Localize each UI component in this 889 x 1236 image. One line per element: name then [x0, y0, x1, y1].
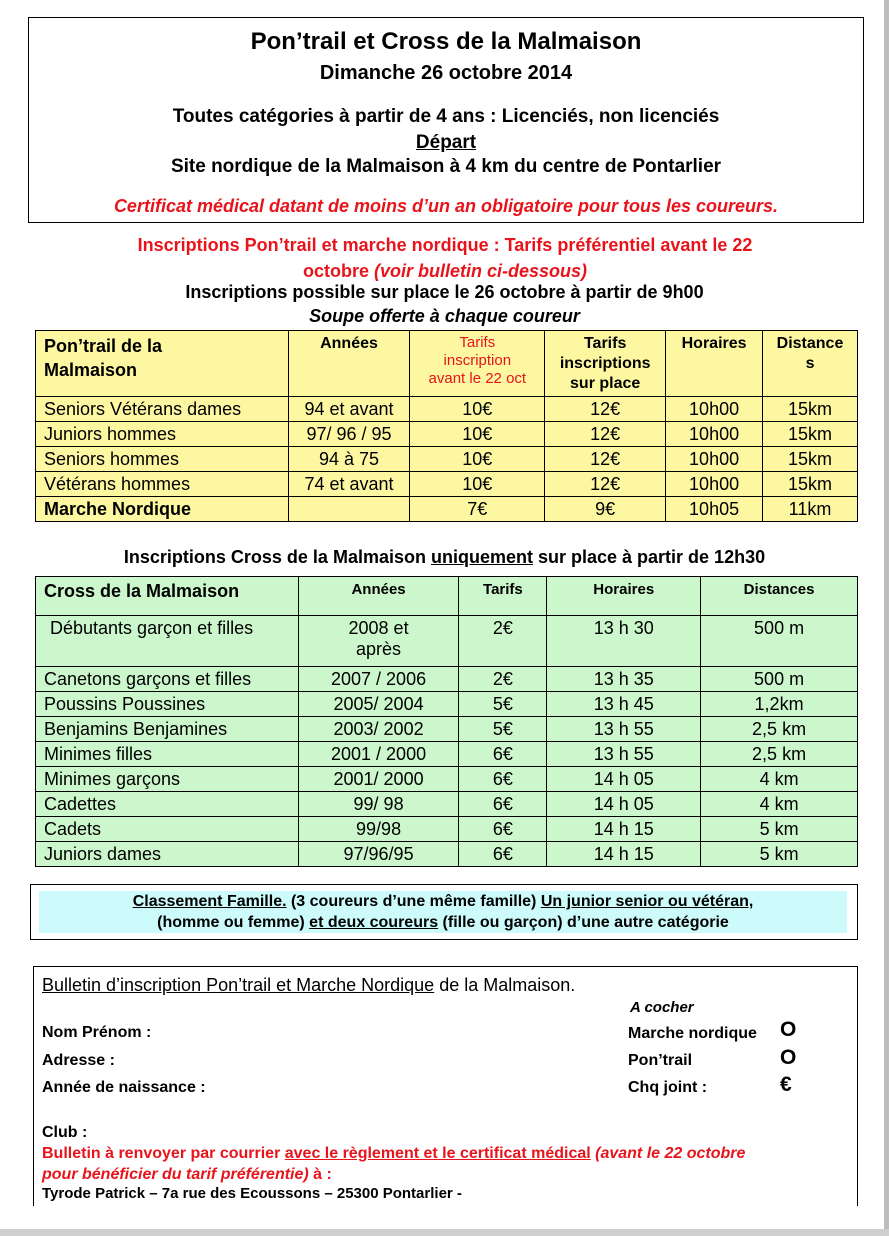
row-annees: 2001 / 2000 — [298, 742, 459, 767]
row-horaire: 13 h 55 — [547, 717, 701, 742]
row-category: Poussins Poussines — [36, 692, 299, 717]
voir-bulletin-note: (voir bulletin ci-dessous) — [373, 261, 588, 281]
table-row — [36, 616, 858, 667]
row-annees: 94 à 75 — [288, 447, 410, 472]
row-tarif-place: 9€ — [545, 497, 666, 522]
classement-famille-text: Classement Famille. (3 coureurs d’une même famille) Un junior senior ou vétéran, (homme ou femme) et deux coureurs (fille ou garçon) d’une autre catégorie — [39, 891, 847, 933]
pontrail-header-annees: Années — [288, 331, 410, 397]
table-row — [36, 817, 858, 842]
row-horaire: 14 h 05 — [547, 792, 701, 817]
row-tarif-avant: 10€ — [410, 422, 545, 447]
table-row — [36, 692, 858, 717]
a-cocher-label: A cocher — [630, 999, 694, 1016]
row-annees: 99/ 98 — [298, 792, 459, 817]
row-annees: 2007 / 2006 — [298, 667, 459, 692]
row-tarif: 2€ — [459, 616, 547, 667]
row-distance: 4 km — [701, 792, 858, 817]
page-title: Pon’trail et Cross de la Malmaison — [250, 28, 642, 55]
row-horaire: 14 h 15 — [547, 817, 701, 842]
row-annees: 99/98 — [298, 817, 459, 842]
row-horaire: 14 h 15 — [547, 842, 701, 867]
pontrail-header-horaires: Horaires — [666, 331, 763, 397]
cheque-joint-checkbox[interactable]: € — [780, 1073, 792, 1096]
pontrail-inscriptions-line1: Inscriptions Pon’trail et marche nordique : Tarifs préférentiel avant le 22 — [137, 235, 753, 255]
row-annees: 97/96/95 — [298, 842, 459, 867]
row-horaire: 13 h 30 — [547, 616, 701, 667]
pontrail-option: Pon’trail — [628, 1052, 693, 1069]
event-date: Dimanche 26 octobre 2014 — [319, 62, 573, 84]
pontrail-table — [35, 330, 858, 522]
table-row — [36, 472, 858, 497]
table-row — [36, 667, 858, 692]
row-category: Minimes filles — [36, 742, 299, 767]
row-category: Minimes garçons — [36, 767, 299, 792]
pontrail-header-tarifs-avant: Tarifs inscription avant le 22 oct — [410, 331, 545, 397]
row-distance: 5 km — [701, 842, 858, 867]
row-distance: 4 km — [701, 767, 858, 792]
row-tarif-avant: 7€ — [410, 497, 545, 522]
row-horaire: 13 h 35 — [547, 667, 701, 692]
pontrail-header-distances: Distance s — [763, 331, 858, 397]
row-distance: 2,5 km — [701, 742, 858, 767]
table-row — [36, 397, 858, 422]
row-distance: 5 km — [701, 817, 858, 842]
cross-header-tarifs: Tarifs — [459, 577, 547, 616]
row-distance: 2,5 km — [701, 717, 858, 742]
row-horaire: 10h00 — [666, 422, 763, 447]
certificat-warning: Certificat médical datant de moins d’un an obligatoire pour tous les coureurs. — [113, 196, 779, 216]
table-row — [36, 842, 858, 867]
adresse-envoi: Tyrode Patrick – 7a rue des Ecoussons – 25300 Pontarlier - — [42, 1185, 462, 1202]
marche-nordique-option: Marche nordique — [628, 1025, 757, 1042]
categories-text: Toutes catégories à partir de 4 ans : Licenciés, non licenciés — [172, 106, 720, 127]
club-field[interactable]: Club : — [42, 1124, 88, 1141]
table-row — [36, 717, 858, 742]
pontrail-header-name: Pon’trail de la Malmaison — [36, 331, 289, 397]
row-category: Canetons garçons et filles — [36, 667, 299, 692]
soupe-notice: Soupe offerte à chaque coureur — [309, 306, 580, 326]
row-tarif-avant: 10€ — [410, 472, 545, 497]
marche-nordique-checkbox[interactable]: O — [780, 1018, 797, 1041]
row-category: Cadettes — [36, 792, 299, 817]
pontrail-inscriptions-line2: octobre — [302, 261, 374, 281]
row-tarif-place: 12€ — [545, 397, 666, 422]
table-row — [36, 422, 858, 447]
row-horaire: 13 h 55 — [547, 742, 701, 767]
row-tarif: 2€ — [459, 667, 547, 692]
cross-table — [35, 576, 858, 867]
row-distance: 500 m — [701, 616, 858, 667]
row-category: Vétérans hommes — [36, 472, 289, 497]
table-row — [36, 767, 858, 792]
row-distance: 15km — [763, 397, 858, 422]
row-category: Juniors hommes — [36, 422, 289, 447]
row-tarif: 6€ — [459, 792, 547, 817]
row-category: Benjamins Benjamines — [36, 717, 299, 742]
row-category: Juniors dames — [36, 842, 299, 867]
row-distance: 15km — [763, 422, 858, 447]
row-tarif-avant: 10€ — [410, 397, 545, 422]
page-edge — [884, 0, 889, 1236]
row-annees: 2001/ 2000 — [298, 767, 459, 792]
row-distance: 500 m — [701, 667, 858, 692]
pontrail-header-tarifs-place: Tarifs inscriptions sur place — [545, 331, 666, 397]
row-horaire: 10h00 — [666, 397, 763, 422]
row-distance: 11km — [763, 497, 858, 522]
row-tarif: 6€ — [459, 842, 547, 867]
row-distance: 15km — [763, 447, 858, 472]
row-tarif-place: 12€ — [545, 422, 666, 447]
table-row — [36, 792, 858, 817]
nom-prenom-field[interactable]: Nom Prénom : — [42, 1024, 152, 1041]
bulletin-inscription-box — [33, 966, 858, 1206]
cross-header-annees: Années — [298, 577, 459, 616]
row-annees: 2008 et après — [298, 616, 459, 667]
table-row — [36, 497, 858, 522]
row-category: Seniors Vétérans dames — [36, 397, 289, 422]
row-tarif-place: 12€ — [545, 472, 666, 497]
row-distance: 1,2km — [701, 692, 858, 717]
row-horaire: 14 h 05 — [547, 767, 701, 792]
row-tarif-place: 12€ — [545, 447, 666, 472]
cheque-joint-option: Chq joint : — [628, 1079, 708, 1096]
table-row — [36, 447, 858, 472]
row-tarif: 5€ — [459, 692, 547, 717]
row-category: Marche Nordique — [36, 497, 289, 522]
bulletin-title: Bulletin d’inscription Pon’trail et Marche Nordique de la Malmaison. — [42, 975, 576, 995]
site-text: Site nordique de la Malmaison à 4 km du centre de Pontarlier — [170, 156, 722, 177]
row-category: Cadets — [36, 817, 299, 842]
row-tarif: 5€ — [459, 717, 547, 742]
cross-header-name: Cross de la Malmaison — [36, 577, 299, 616]
classement-famille-box — [30, 884, 858, 940]
sur-place-notice: Inscriptions possible sur place le 26 octobre à partir de 9h00 — [185, 282, 704, 302]
cross-inscriptions-title: Inscriptions Cross de la Malmaison uniquement sur place à partir de 12h30 — [123, 547, 766, 567]
adresse-field[interactable]: Adresse : — [42, 1052, 115, 1069]
pontrail-table-header — [36, 331, 858, 397]
row-distance: 15km — [763, 472, 858, 497]
row-tarif: 6€ — [459, 817, 547, 842]
row-horaire: 10h00 — [666, 447, 763, 472]
row-horaire: 13 h 45 — [547, 692, 701, 717]
row-tarif: 6€ — [459, 767, 547, 792]
row-category: Débutants garçon et filles — [36, 616, 299, 667]
table-row — [36, 742, 858, 767]
row-annees — [288, 497, 410, 522]
row-annees: 2003/ 2002 — [298, 717, 459, 742]
depart-label: Départ — [415, 132, 477, 153]
row-annees: 2005/ 2004 — [298, 692, 459, 717]
annee-naissance-field[interactable]: Année de naissance : — [42, 1079, 206, 1096]
cross-header-distances: Distances — [701, 577, 858, 616]
row-annees: 94 et avant — [288, 397, 410, 422]
row-annees: 97/ 96 / 95 — [288, 422, 410, 447]
pontrail-inscriptions-notice — [40, 232, 850, 284]
row-horaire: 10h05 — [666, 497, 763, 522]
bulletin-renvoi-instructions: Bulletin à renvoyer par courrier avec le règlement et le certificat médical (avant le 22 octobre pour bénéficier du tarif préférentie) à : — [42, 1145, 746, 1183]
row-horaire: 10h00 — [666, 472, 763, 497]
page-bottom-edge — [0, 1229, 889, 1236]
header-box — [28, 17, 864, 223]
pontrail-checkbox[interactable]: O — [780, 1046, 797, 1069]
row-tarif-avant: 10€ — [410, 447, 545, 472]
row-annees: 74 et avant — [288, 472, 410, 497]
row-tarif: 6€ — [459, 742, 547, 767]
cross-table-header — [36, 577, 858, 616]
cross-header-horaires: Horaires — [547, 577, 701, 616]
row-category: Seniors hommes — [36, 447, 289, 472]
